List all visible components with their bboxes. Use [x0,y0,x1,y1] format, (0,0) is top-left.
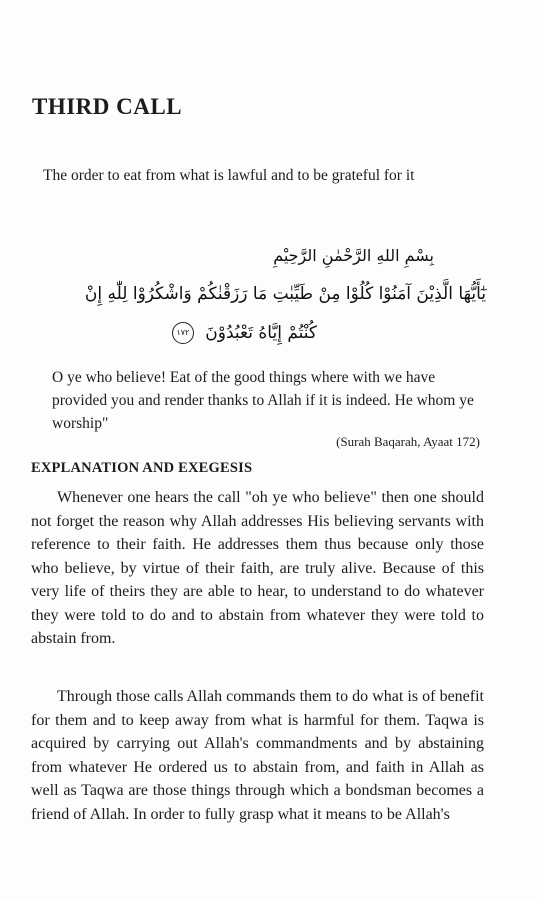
chapter-subtitle: The order to eat from what is lawful and to be grateful for it [43,167,415,184]
verse-arabic-line-1: يٰٓأَيُّهَا الَّذِيْنَ آمَنُوْا كُلُوْا مِنْ طَيِّبٰتِ مَا رَزَقْنٰكُمْ وَاشْكُرُوْا لِلّٰهِ إِنْ [84,284,486,304]
ayah-number-marker: ١٧٢ [172,322,194,344]
chapter-title: THIRD CALL [32,94,183,119]
body-paragraph: Through those calls Allah commands them to do what is of benefit for them and to keep away from what is harmful for them. Taqwa is acquired by carrying out Allah's commandments and by abstaining from whatever He ordered us to abstain from, and faith in Allah as well as Taqwa are those things through which a bondsman becomes a friend of Allah. In order to fully grasp what it means to be Allah's [31,688,484,823]
body-paragraph: Whenever one hears the call "oh ye who believe" then one should not forget the reason why Allah addresses His believing servants with reference to their faith. He addresses them thus because only those who believe, by virtue of their faith, are truly alive. Because of this very life of theirs they are able to hear, to understand to do whatever they were told to do and to abstain from whatever they were told to abstain from. [31,489,484,647]
verse-arabic-line-2 [172,322,317,344]
basmala-arabic: بِسْمِ اللهِ الرَّحْمٰنِ الرَّحِيْمِ [273,246,434,265]
verse-translation: O ye who believe! Eat of the good things where with we have provided you and render thanks to Allah if it is indeed. He whom ye worship" [52,369,474,432]
verse-arabic-line-2-text: كُنْتُمْ إِيَّاهُ تَعْبُدُوْنَ [205,323,317,343]
verse-reference: (Surah Baqarah, Ayaat 172) [336,434,480,449]
section-heading: EXPLANATION AND EXEGESIS [31,460,253,476]
